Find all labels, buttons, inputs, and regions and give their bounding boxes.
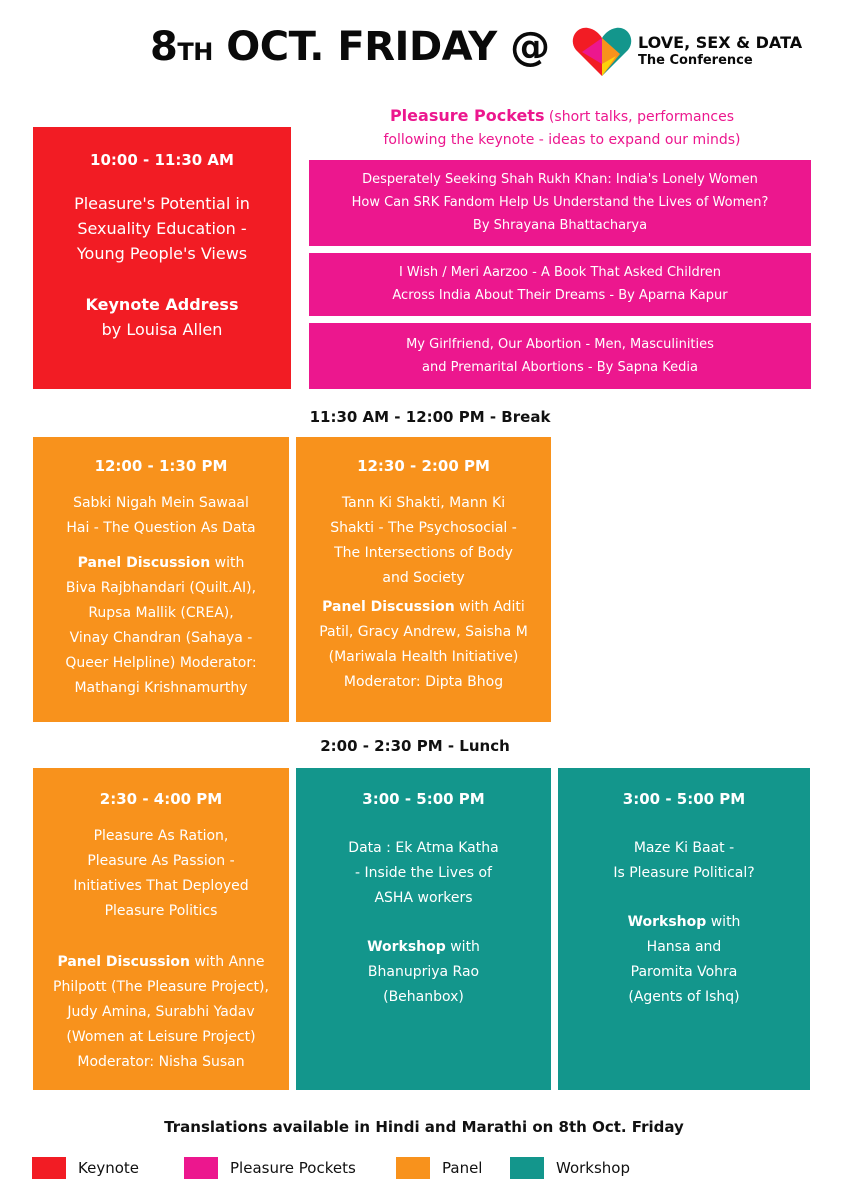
panel-person-line: Philpott (The Pleasure Project), — [53, 979, 269, 995]
keynote-title — [33, 191, 291, 266]
panel-person-line: Moderator: Nisha Susan — [77, 1054, 245, 1070]
translation-note: Translations available in Hindi and Marathi on 8th Oct. Friday — [164, 1118, 684, 1136]
workshop-people — [558, 910, 810, 1010]
legend-swatch — [396, 1157, 430, 1179]
panel-type: Panel Discussion — [57, 954, 190, 970]
workshop-block-2 — [558, 768, 810, 1090]
workshop-title-line: - Inside the Lives of — [355, 865, 492, 881]
pocket-talk-line: Across India About Their Dreams - By Aparna Kapur — [392, 288, 728, 303]
workshop-person-line: Bhanupriya Rao — [367, 964, 480, 980]
keynote-speaker-block — [33, 292, 291, 342]
break-time: 11:30 AM - 12:00 PM - Break — [309, 408, 551, 426]
workshop-time: 3:00 - 5:00 PM — [362, 790, 485, 808]
legend-label: Pleasure Pockets — [230, 1159, 356, 1177]
legend-swatch — [510, 1157, 544, 1179]
panel-title-line: The Intersections of Body — [334, 545, 513, 561]
panel-title-line: Tann Ki Shakti, Mann Ki — [341, 495, 506, 511]
workshop-block-1 — [296, 768, 551, 1090]
legend-label: Keynote — [78, 1159, 139, 1177]
pocket-talk-line: How Can SRK Fandom Help Us Understand the Lives of Women? — [351, 195, 769, 210]
keynote-title-line: Young People's Views — [76, 244, 248, 263]
panel-with: with Aditi — [454, 599, 525, 615]
workshop-with: with — [706, 914, 741, 930]
panel-title-line: Shakti - The Psychosocial - — [330, 520, 517, 536]
panel-time: 12:00 - 1:30 PM — [94, 457, 228, 475]
panel-title-line: Hai - The Question As Data — [66, 520, 256, 536]
panel-person-line: Rupsa Mallik (CREA), — [88, 605, 234, 621]
pleasure-pockets-heading: Pleasure Pockets — [389, 106, 545, 125]
pocket-talk-line: and Premarital Abortions - By Sapna Kedia — [422, 360, 698, 375]
workshop-type: Workshop — [367, 939, 446, 955]
pleasure-pockets-intro — [312, 104, 812, 152]
panel-type: Panel Discussion — [77, 555, 211, 571]
pocket-talk-1 — [309, 160, 811, 246]
panel-person-line: Vinay Chandran (Sahaya - — [69, 630, 253, 646]
legend-item-workshop — [510, 1154, 630, 1182]
brand-name: LOVE, SEX & DATA — [638, 33, 803, 52]
workshop-person-line: (Behanbox) — [383, 989, 464, 1005]
legend-item-keynote — [32, 1154, 139, 1182]
panel-block-1 — [33, 437, 289, 722]
pleasure-pockets-desc-2: following the keynote - ideas to expand our minds) — [383, 132, 741, 148]
pocket-talk-line: I Wish / Meri Aarzoo - A Book That Asked Children — [398, 265, 722, 280]
keynote-title-line: Pleasure's Potential in — [74, 194, 250, 213]
workshop-person-line: Paromita Vohra — [630, 964, 738, 980]
pocket-talk-3 — [309, 323, 811, 389]
heart-logo-icon — [572, 24, 632, 78]
workshop-title-line: Data : Ek Atma Katha — [348, 840, 499, 856]
pocket-talk-line: Desperately Seeking Shah Rukh Khan: India's Lonely Women — [362, 172, 758, 187]
panel-block-3 — [33, 768, 289, 1090]
panel-title — [33, 491, 289, 541]
panel-with: with — [210, 555, 245, 571]
workshop-title-line: Maze Ki Baat - — [633, 840, 735, 856]
pocket-talk-line: By Shrayana Bhattacharya — [472, 218, 648, 233]
panel-title-line: Pleasure As Ration, — [93, 828, 229, 844]
title-rest: OCT. FRIDAY @ — [212, 24, 550, 70]
page-title — [150, 22, 550, 72]
legend-swatch — [32, 1157, 66, 1179]
keynote-time: 10:00 - 11:30 AM — [90, 151, 234, 169]
workshop-title-line: Is Pleasure Political? — [613, 865, 755, 881]
panel-title — [33, 824, 289, 924]
panel-type: Panel Discussion — [322, 599, 455, 615]
panel-block-2 — [296, 437, 551, 722]
panel-person-line: (Mariwala Health Initiative) — [328, 649, 519, 665]
legend-label: Panel — [442, 1159, 483, 1177]
panel-title-line: and Society — [382, 570, 465, 586]
keynote-block — [33, 127, 291, 389]
legend-swatch — [184, 1157, 218, 1179]
workshop-title-line: ASHA workers — [374, 890, 473, 906]
panel-title-line: Pleasure Politics — [104, 903, 218, 919]
panel-people — [33, 950, 289, 1075]
workshop-title — [296, 836, 551, 911]
panel-people — [33, 551, 289, 701]
panel-title — [296, 491, 551, 591]
panel-person-line: Biva Rajbhandari (Quilt.AI), — [65, 580, 257, 596]
keynote-title-line: Sexuality Education - — [77, 219, 247, 238]
title-day: 8 — [150, 24, 178, 70]
panel-person-line: Moderator: Dipta Bhog — [343, 674, 504, 690]
workshop-time: 3:00 - 5:00 PM — [622, 790, 746, 808]
workshop-with: with — [445, 939, 480, 955]
panel-person-line: Mathangi Krishnamurthy — [74, 680, 248, 696]
keynote-type: Keynote Address — [85, 295, 239, 314]
workshop-title — [558, 836, 810, 886]
panel-title-line: Initiatives That Deployed — [73, 878, 249, 894]
panel-time: 12:30 - 2:00 PM — [357, 457, 490, 475]
pleasure-pockets-desc-1: (short talks, performances — [544, 109, 735, 125]
panel-with: with Anne — [190, 954, 265, 970]
workshop-people — [296, 935, 551, 1010]
workshop-person-line: Hansa and — [646, 939, 722, 955]
panel-person-line: Judy Amina, Surabhi Yadav — [67, 1004, 255, 1020]
legend-label: Workshop — [556, 1159, 631, 1177]
legend-item-pleasure-pockets — [184, 1154, 356, 1182]
panel-time: 2:30 - 4:00 PM — [99, 790, 223, 808]
title-suffix: TH — [177, 38, 213, 66]
lunch-time: 2:00 - 2:30 PM - Lunch — [320, 737, 510, 755]
keynote-speaker: by Louisa Allen — [101, 320, 223, 339]
panel-people — [296, 595, 551, 695]
panel-person-line: Queer Helpline) Moderator: — [65, 655, 257, 671]
pocket-talk-line: My Girlfriend, Our Abortion - Men, Masculinities — [406, 337, 714, 352]
workshop-person-line: (Agents of Ishq) — [628, 989, 740, 1005]
panel-title-line: Sabki Nigah Mein Sawaal — [73, 495, 249, 511]
legend-item-panel — [396, 1154, 482, 1182]
panel-person-line: Patil, Gracy Andrew, Saisha M — [319, 624, 528, 640]
pocket-talk-2 — [309, 253, 811, 316]
panel-person-line: (Women at Leisure Project) — [66, 1029, 256, 1045]
legend — [32, 1154, 832, 1182]
brand-subtitle: The Conference — [638, 53, 753, 68]
panel-title-line: Pleasure As Passion - — [87, 853, 235, 869]
workshop-type: Workshop — [627, 914, 707, 930]
